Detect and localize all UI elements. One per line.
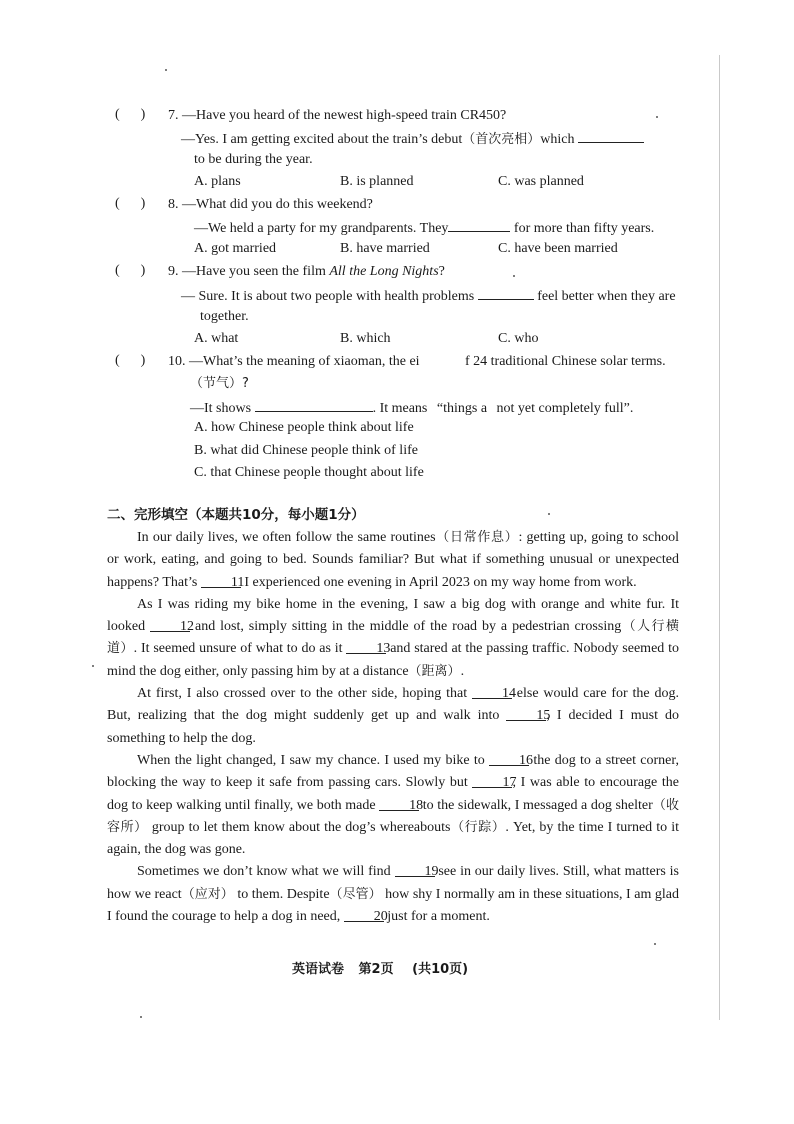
question-number: 8. [168,197,179,212]
question-number: 9. [168,264,179,279]
option-b[interactable]: B. what did Chinese people think of life [194,443,418,458]
answer-text: —We held a party for my grandparents. They [194,221,449,236]
passage-paragraph [107,750,679,861]
answer-text: —Yes. I am getting excited about the train’s debut [181,132,463,147]
option-a[interactable]: A. how Chinese people think about life [194,420,414,435]
cloze-blank-18[interactable]: 18 [379,795,419,811]
option-a[interactable]: A. what [194,331,239,346]
chinese-gloss: （收容所） [107,797,679,835]
passage-text: At first, I also crossed over to the other side, hoping that [137,686,472,702]
answer-text: —It shows [190,401,252,416]
passage-text: the dog to a street corner, blocking the way to keep it safe from passing cars. Slowly but [107,752,679,791]
option-a[interactable]: A. plans [194,174,241,189]
scan-speck [140,1016,142,1018]
chinese-gloss: （距离） [408,663,461,679]
passage-text: else would care for the dog. But, realizing that the dog might suddenly get up and walk into [107,686,679,724]
option-b[interactable]: B. have married [340,241,430,256]
answer-line: to be during the year. [194,152,313,167]
passage-paragraph [107,594,679,683]
cloze-blank-12[interactable]: 12 [150,616,190,632]
question-text: —What’s the meaning of xiaoman, the ei [189,354,420,369]
passage-text: When the light changed, I saw my chance. I used my bike to [137,752,490,768]
option-c[interactable]: C. was planned [498,174,584,189]
section-title: 二、完形填空（本题共10分，每小题1分） [107,507,365,523]
question-line [168,263,445,281]
passage-text: In our daily lives, we often follow the same routines [137,530,436,545]
question-mark: ? [438,264,445,279]
question-text-tail: f 24 traditional Chinese solar terms. [465,354,666,369]
passage-paragraph [107,683,679,750]
question-text: —Have you seen the film [182,264,326,279]
answer-text: not yet completely full”. [496,401,634,416]
answer-paren[interactable]: ( ) [115,353,146,368]
page-edge-rule [719,55,720,1020]
chinese-gloss: （行踪） [450,819,506,835]
answer-text: which [540,132,575,147]
scan-speck [548,513,550,515]
chinese-gloss: （尽管） [329,886,382,902]
cloze-blank-13[interactable]: 13 [346,638,386,654]
cloze-blank-14[interactable]: 14 [472,683,512,699]
chinese-gloss: （应对） [181,886,234,902]
cloze-passage [107,527,679,928]
scan-speck [513,275,515,277]
answer-line [194,218,654,238]
passage-paragraph [107,861,679,928]
scan-speck [92,665,94,667]
cloze-blank-16[interactable]: 16 [489,750,529,766]
chinese-gloss: （日常作息） [435,530,519,545]
cloze-blank-17[interactable]: 17 [472,772,512,788]
answer-paren[interactable]: ( ) [115,196,146,211]
fill-blank[interactable] [478,286,534,300]
scan-speck [654,943,656,945]
passage-text: As I was riding my bike home in the evening, I saw a big dog with orange and white fur. It looked [107,596,679,635]
cloze-blank-11[interactable]: 11 [201,572,241,588]
question-text: —Have you heard of the newest high-speed train CR450? [182,108,507,123]
question-line [168,107,506,125]
quoted-text: “things a [436,401,488,416]
scan-speck [656,116,658,118]
answer-line [190,398,633,418]
answer-line [181,286,676,306]
answer-line [181,129,644,149]
answer-text: — Sure. It is about two people with health problems [181,289,475,304]
passage-text: and lost, simply sitting in the middle of the road by a pedestrian crossing [190,619,622,635]
chinese-gloss: （首次亮相） [462,132,541,147]
passage-text: : getting up, going to school or work, eating, and going to bed. Sounds familiar? But what if something unusual or unexpected happens? That’s [107,530,679,590]
answer-line: together. [200,309,249,324]
question-number: 7. [168,108,179,123]
passage-text: to the sidewalk, I messaged a dog shelter [419,797,653,813]
option-c[interactable]: C. have been married [498,241,618,256]
fill-blank[interactable] [448,218,510,232]
cloze-blank-20[interactable]: 20 [344,906,384,922]
passage-text: group to let them know about the dog’s whereabouts [147,819,451,835]
question-number: 10. [168,354,186,369]
page-footer [292,961,468,979]
question-line [168,353,420,371]
fill-blank[interactable] [578,129,644,143]
answer-paren[interactable]: ( ) [115,107,146,122]
cloze-blank-19[interactable]: 19 [395,861,435,877]
option-c[interactable]: C. that Chinese people thought about life [194,465,424,480]
passage-text: . It seemed unsure of what to do as it [133,641,347,657]
passage-text: to them. Despite [233,886,330,902]
passage-text: , I decided I must do something to help the dog. [107,708,679,746]
passage-text: see in our daily lives. Still, what matters is how we react [107,864,680,902]
passage-text: I experienced one evening in April 2023 on my way home from work. [240,574,637,590]
option-a[interactable]: A. got married [194,241,277,256]
passage-text: how shy I normally am in these situations, I am glad I found the courage to help a dog in need, [107,886,679,925]
passage-text: , I was able to encourage the dog to keep walking until finally, we both made [107,775,680,813]
film-title: All the Long Nights [329,264,439,279]
option-b[interactable]: B. which [340,331,391,346]
passage-text: just for a moment. [383,909,490,925]
passage-text: Sometimes we don’t know what we will find [137,864,395,880]
answer-text: for more than fifty years. [513,221,655,236]
answer-text: feel better when they are [537,289,676,304]
fill-blank[interactable] [255,398,373,412]
passage-text: . [460,663,465,679]
footer-page: 第2页 [358,962,394,977]
chinese-gloss: （节气）? [190,376,249,391]
footer-subject: 英语试卷 [292,962,345,977]
cloze-blank-15[interactable]: 15 [506,705,546,721]
passage-text: . Yet, by the time I turned to it again, the dog was gone. [107,819,679,858]
chinese-gloss: （人行横道） [107,619,679,657]
question-text: —What did you do this weekend? [182,197,373,212]
option-c[interactable]: C. who [498,331,539,346]
answer-paren[interactable]: ( ) [115,263,146,278]
scan-speck [165,69,167,71]
option-b[interactable]: B. is planned [340,174,414,189]
question-line [168,196,373,214]
passage-text: and stared at the passing traffic. Nobody seemed to mind the dog either, only passing him by at a distance [107,641,679,679]
answer-text: . It means [372,401,428,416]
passage-paragraph [107,527,679,594]
footer-total: (共10页) [412,962,469,977]
